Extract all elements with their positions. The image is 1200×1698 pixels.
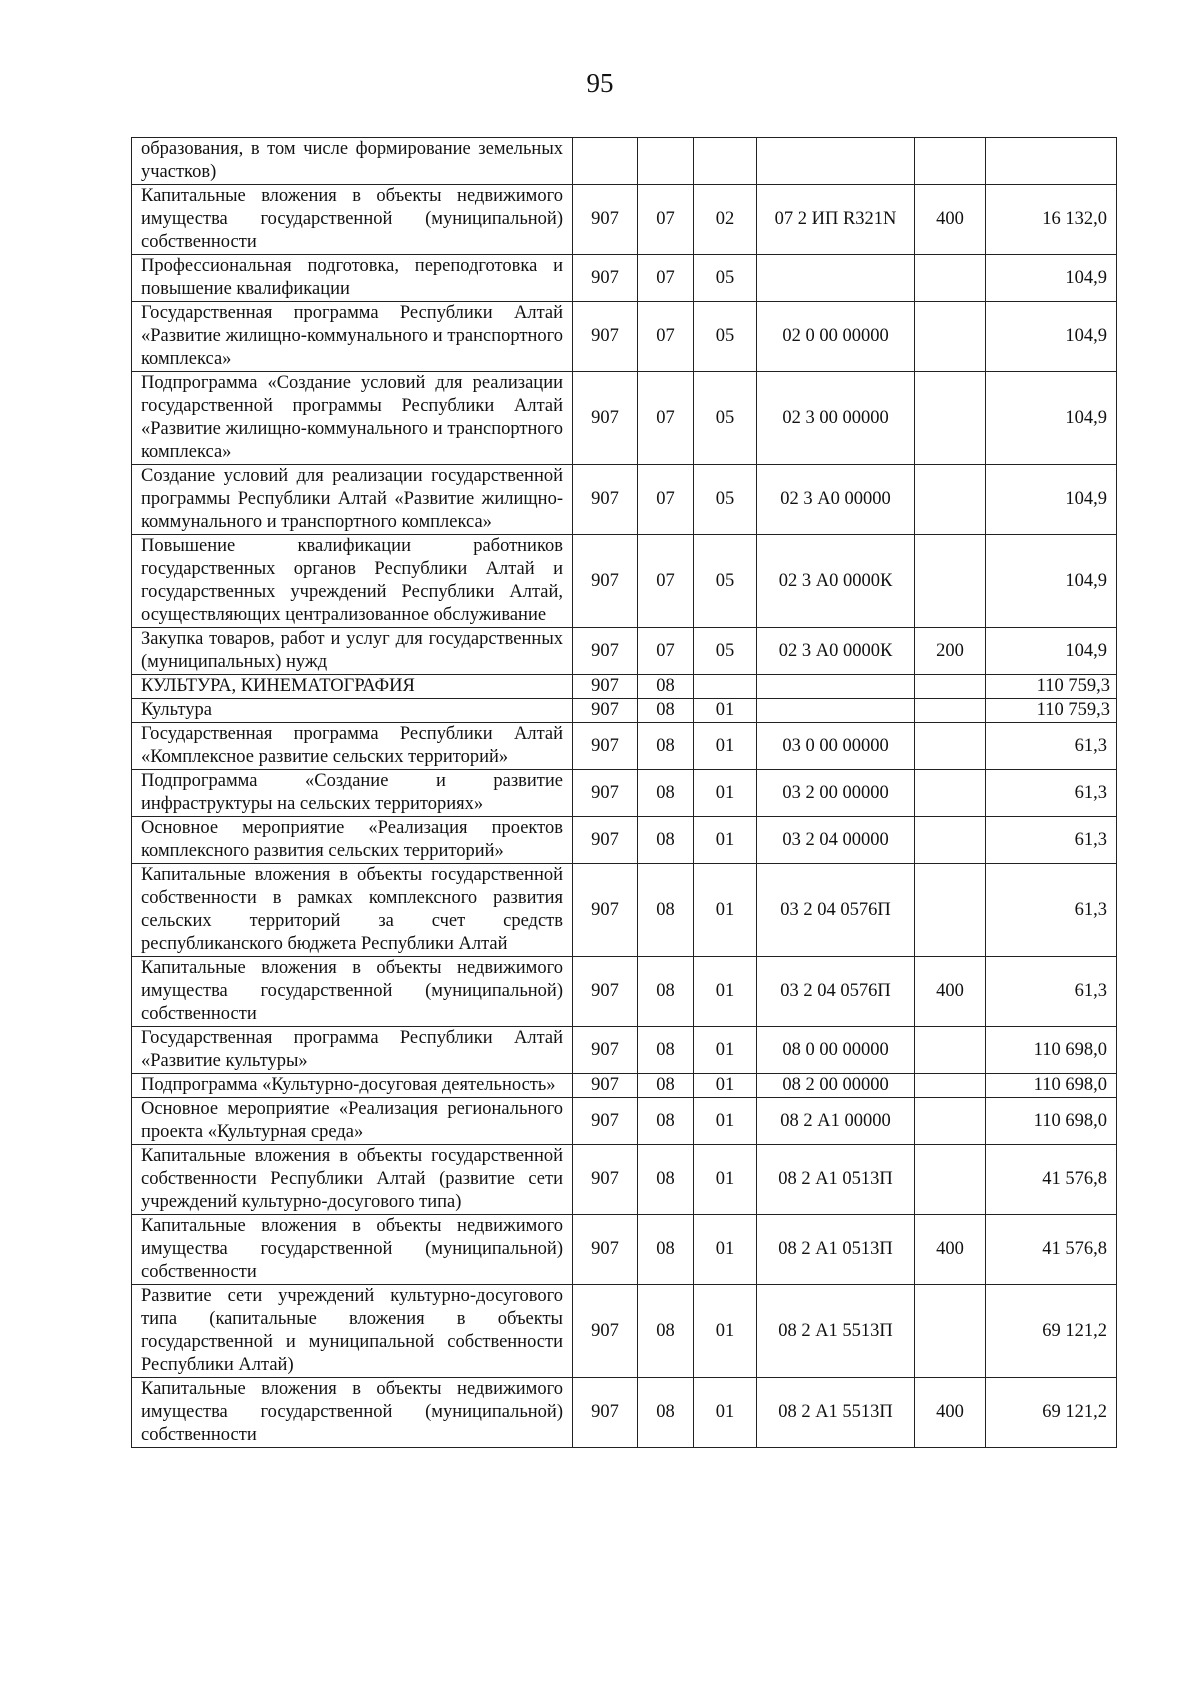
table-row <box>132 255 1117 302</box>
section-code-cell: 08 <box>638 1378 694 1448</box>
subsection-code-cell <box>694 138 757 185</box>
subsection-code-cell: 05 <box>694 255 757 302</box>
amount-cell: 110 698,0 <box>986 1098 1117 1145</box>
grbs-code-cell: 907 <box>573 699 638 723</box>
subsection-code-cell: 05 <box>694 465 757 535</box>
section-code-cell: 07 <box>638 302 694 372</box>
subsection-code-cell: 05 <box>694 535 757 628</box>
amount-cell: 104,9 <box>986 302 1117 372</box>
section-code-cell: 07 <box>638 185 694 255</box>
target-article-cell: 08 2 А1 5513П <box>757 1378 915 1448</box>
grbs-code-cell: 907 <box>573 1378 638 1448</box>
expense-type-cell: 400 <box>915 1215 986 1285</box>
expense-type-cell <box>915 770 986 817</box>
expense-name-cell: Развитие сети учреждений культурно-досугового типа (капитальные вложения в объекты государственной и муниципальной собственности Республики Алтай) <box>132 1285 573 1378</box>
target-article-cell: 03 2 04 0576П <box>757 864 915 957</box>
expense-type-cell <box>915 1098 986 1145</box>
target-article-cell: 03 0 00 00000 <box>757 723 915 770</box>
expense-type-cell <box>915 864 986 957</box>
grbs-code-cell: 907 <box>573 817 638 864</box>
grbs-code-cell: 907 <box>573 770 638 817</box>
subsection-code-cell <box>694 675 757 699</box>
table-row <box>132 675 1117 699</box>
amount-cell: 61,3 <box>986 864 1117 957</box>
expense-name-cell: Государственная программа Республики Алтай «Развитие жилищно-коммунального и транспортного комплекса» <box>132 302 573 372</box>
expense-type-cell <box>915 675 986 699</box>
subsection-code-cell: 05 <box>694 628 757 675</box>
subsection-code-cell: 01 <box>694 699 757 723</box>
expense-name-cell: Капитальные вложения в объекты государственной собственности в рамках комплексного развития сельских территорий за счет средств республиканского бюджета Республики Алтай <box>132 864 573 957</box>
expense-type-cell: 400 <box>915 185 986 255</box>
amount-cell: 61,3 <box>986 723 1117 770</box>
subsection-code-cell: 01 <box>694 957 757 1027</box>
expense-type-cell <box>915 1145 986 1215</box>
section-code-cell: 08 <box>638 864 694 957</box>
table-row <box>132 138 1117 185</box>
grbs-code-cell: 907 <box>573 1145 638 1215</box>
amount-cell: 110 698,0 <box>986 1074 1117 1098</box>
section-code-cell: 08 <box>638 770 694 817</box>
subsection-code-cell: 05 <box>694 302 757 372</box>
amount-cell: 104,9 <box>986 535 1117 628</box>
target-article-cell <box>757 138 915 185</box>
section-code-cell <box>638 138 694 185</box>
table-body <box>132 138 1117 1448</box>
expense-type-cell <box>915 465 986 535</box>
target-article-cell: 08 0 00 00000 <box>757 1027 915 1074</box>
target-article-cell: 02 0 00 00000 <box>757 302 915 372</box>
amount-cell <box>986 138 1117 185</box>
grbs-code-cell: 907 <box>573 535 638 628</box>
grbs-code-cell: 907 <box>573 864 638 957</box>
section-code-cell: 07 <box>638 628 694 675</box>
table-row <box>132 817 1117 864</box>
budget-table <box>131 137 1117 1448</box>
expense-type-cell <box>915 302 986 372</box>
expense-type-cell <box>915 1074 986 1098</box>
subsection-code-cell: 01 <box>694 1074 757 1098</box>
expense-name-cell: Капитальные вложения в объекты недвижимого имущества государственной (муниципальной) собственности <box>132 1215 573 1285</box>
target-article-cell: 08 2 А1 00000 <box>757 1098 915 1145</box>
table-row <box>132 1027 1117 1074</box>
subsection-code-cell: 01 <box>694 817 757 864</box>
table-row <box>132 1098 1117 1145</box>
expense-name-cell: Повышение квалификации работников государственных органов Республики Алтай и государственных учреждений Республики Алтай, осуществляющих централизованное обслуживание <box>132 535 573 628</box>
grbs-code-cell: 907 <box>573 1098 638 1145</box>
section-code-cell: 07 <box>638 372 694 465</box>
target-article-cell: 08 2 А1 0513П <box>757 1215 915 1285</box>
table-row <box>132 535 1117 628</box>
grbs-code-cell: 907 <box>573 1074 638 1098</box>
section-code-cell: 08 <box>638 1215 694 1285</box>
section-code-cell: 07 <box>638 535 694 628</box>
subsection-code-cell: 01 <box>694 770 757 817</box>
subsection-code-cell: 01 <box>694 1378 757 1448</box>
expense-name-cell: Подпрограмма «Создание условий для реализации государственной программы Республики Алтай «Развитие жилищно-коммунального и транспортного комплекса» <box>132 372 573 465</box>
expense-name-cell: Капитальные вложения в объекты недвижимого имущества государственной (муниципальной) собственности <box>132 185 573 255</box>
amount-cell: 61,3 <box>986 770 1117 817</box>
subsection-code-cell: 01 <box>694 864 757 957</box>
table-row <box>132 372 1117 465</box>
section-code-cell: 08 <box>638 1027 694 1074</box>
table-row <box>132 465 1117 535</box>
expense-type-cell <box>915 1285 986 1378</box>
target-article-cell: 02 3 А0 00000 <box>757 465 915 535</box>
expense-type-cell <box>915 723 986 770</box>
target-article-cell <box>757 675 915 699</box>
expense-type-cell: 200 <box>915 628 986 675</box>
section-code-cell: 08 <box>638 699 694 723</box>
expense-name-cell: образования, в том числе формирование земельных участков) <box>132 138 573 185</box>
section-code-cell: 07 <box>638 255 694 302</box>
expense-type-cell <box>915 138 986 185</box>
target-article-cell: 03 2 04 00000 <box>757 817 915 864</box>
grbs-code-cell: 907 <box>573 1027 638 1074</box>
table-row <box>132 770 1117 817</box>
expense-type-cell <box>915 372 986 465</box>
expense-name-cell: Капитальные вложения в объекты недвижимого имущества государственной (муниципальной) собственности <box>132 957 573 1027</box>
subsection-code-cell: 01 <box>694 1027 757 1074</box>
amount-cell: 104,9 <box>986 255 1117 302</box>
grbs-code-cell: 907 <box>573 302 638 372</box>
expense-name-cell: Государственная программа Республики Алтай «Развитие культуры» <box>132 1027 573 1074</box>
expense-name-cell: КУЛЬТУРА, КИНЕМАТОГРАФИЯ <box>132 675 573 699</box>
subsection-code-cell: 01 <box>694 1098 757 1145</box>
amount-cell: 41 576,8 <box>986 1145 1117 1215</box>
table-row <box>132 1215 1117 1285</box>
subsection-code-cell: 01 <box>694 1215 757 1285</box>
page-number: 95 <box>586 68 614 98</box>
amount-cell: 104,9 <box>986 372 1117 465</box>
expense-type-cell: 400 <box>915 1378 986 1448</box>
section-code-cell: 08 <box>638 675 694 699</box>
section-code-cell: 08 <box>638 1074 694 1098</box>
amount-cell: 110 759,3 <box>986 699 1117 723</box>
grbs-code-cell: 907 <box>573 723 638 770</box>
subsection-code-cell: 01 <box>694 1145 757 1215</box>
amount-cell: 16 132,0 <box>986 185 1117 255</box>
section-code-cell: 08 <box>638 1145 694 1215</box>
amount-cell: 41 576,8 <box>986 1215 1117 1285</box>
amount-cell: 61,3 <box>986 957 1117 1027</box>
expense-type-cell <box>915 817 986 864</box>
table-row <box>132 957 1117 1027</box>
section-code-cell: 08 <box>638 723 694 770</box>
expense-name-cell: Государственная программа Республики Алтай «Комплексное развитие сельских территорий» <box>132 723 573 770</box>
expense-name-cell: Профессиональная подготовка, переподготовка и повышение квалификации <box>132 255 573 302</box>
grbs-code-cell: 907 <box>573 675 638 699</box>
expense-type-cell <box>915 535 986 628</box>
amount-cell: 110 759,3 <box>986 675 1117 699</box>
expense-name-cell: Создание условий для реализации государственной программы Республики Алтай «Развитие жилищно-коммунального и транспортного комплекса» <box>132 465 573 535</box>
table-row <box>132 1378 1117 1448</box>
table-row <box>132 864 1117 957</box>
section-code-cell: 08 <box>638 1285 694 1378</box>
expense-name-cell: Закупка товаров, работ и услуг для государственных (муниципальных) нужд <box>132 628 573 675</box>
grbs-code-cell: 907 <box>573 1285 638 1378</box>
section-code-cell: 08 <box>638 817 694 864</box>
table-row <box>132 1145 1117 1215</box>
expense-type-cell <box>915 699 986 723</box>
grbs-code-cell: 907 <box>573 465 638 535</box>
grbs-code-cell: 907 <box>573 628 638 675</box>
expense-type-cell: 400 <box>915 957 986 1027</box>
expense-type-cell <box>915 255 986 302</box>
target-article-cell: 08 2 00 00000 <box>757 1074 915 1098</box>
section-code-cell: 08 <box>638 1098 694 1145</box>
table-row <box>132 628 1117 675</box>
table-row <box>132 1285 1117 1378</box>
grbs-code-cell: 907 <box>573 1215 638 1285</box>
target-article-cell: 07 2 ИП R321N <box>757 185 915 255</box>
grbs-code-cell: 907 <box>573 372 638 465</box>
table-row <box>132 185 1117 255</box>
subsection-code-cell: 05 <box>694 372 757 465</box>
expense-name-cell: Подпрограмма «Создание и развитие инфраструктуры на сельских территориях» <box>132 770 573 817</box>
section-code-cell: 07 <box>638 465 694 535</box>
amount-cell: 69 121,2 <box>986 1378 1117 1448</box>
subsection-code-cell: 01 <box>694 1285 757 1378</box>
target-article-cell <box>757 255 915 302</box>
target-article-cell: 02 3 00 00000 <box>757 372 915 465</box>
subsection-code-cell: 02 <box>694 185 757 255</box>
table-row <box>132 699 1117 723</box>
grbs-code-cell <box>573 138 638 185</box>
table-row <box>132 1074 1117 1098</box>
target-article-cell: 08 2 А1 5513П <box>757 1285 915 1378</box>
subsection-code-cell: 01 <box>694 723 757 770</box>
expense-name-cell: Культура <box>132 699 573 723</box>
expense-name-cell: Основное мероприятие «Реализация регионального проекта «Культурная среда» <box>132 1098 573 1145</box>
expense-name-cell: Подпрограмма «Культурно-досуговая деятельность» <box>132 1074 573 1098</box>
grbs-code-cell: 907 <box>573 255 638 302</box>
expense-name-cell: Капитальные вложения в объекты недвижимого имущества государственной (муниципальной) собственности <box>132 1378 573 1448</box>
amount-cell: 104,9 <box>986 465 1117 535</box>
grbs-code-cell: 907 <box>573 185 638 255</box>
amount-cell: 61,3 <box>986 817 1117 864</box>
table-row <box>132 302 1117 372</box>
target-article-cell: 02 3 А0 0000К <box>757 628 915 675</box>
target-article-cell: 03 2 00 00000 <box>757 770 915 817</box>
expense-name-cell: Основное мероприятие «Реализация проектов комплексного развития сельских территорий» <box>132 817 573 864</box>
section-code-cell: 08 <box>638 957 694 1027</box>
target-article-cell <box>757 699 915 723</box>
expense-type-cell <box>915 1027 986 1074</box>
target-article-cell: 03 2 04 0576П <box>757 957 915 1027</box>
amount-cell: 110 698,0 <box>986 1027 1117 1074</box>
target-article-cell: 08 2 А1 0513П <box>757 1145 915 1215</box>
target-article-cell: 02 3 А0 0000К <box>757 535 915 628</box>
amount-cell: 69 121,2 <box>986 1285 1117 1378</box>
expense-name-cell: Капитальные вложения в объекты государственной собственности Республики Алтай (развитие сети учреждений культурно-досугового типа) <box>132 1145 573 1215</box>
table-row <box>132 723 1117 770</box>
amount-cell: 104,9 <box>986 628 1117 675</box>
grbs-code-cell: 907 <box>573 957 638 1027</box>
